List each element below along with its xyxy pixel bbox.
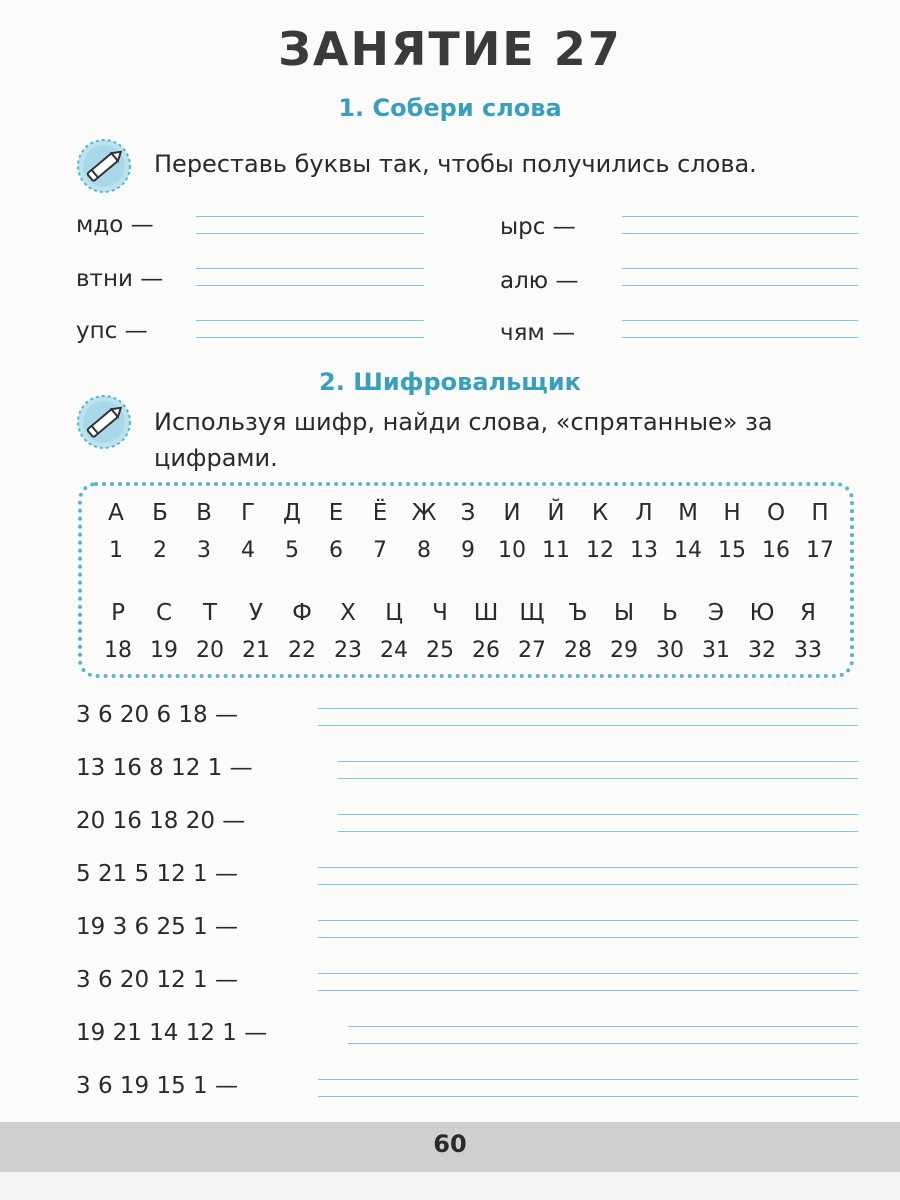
cipher-letter: В bbox=[196, 500, 212, 526]
cipher-letter: З bbox=[460, 500, 476, 526]
cipher-number: 27 bbox=[518, 638, 546, 663]
cipher-number: 8 bbox=[417, 538, 431, 563]
cipher-number: 32 bbox=[748, 638, 776, 663]
cipher-number: 28 bbox=[564, 638, 592, 663]
cipher-number: 14 bbox=[674, 538, 702, 563]
cipher-letter: Э bbox=[707, 600, 725, 626]
answer-line[interactable] bbox=[196, 268, 424, 286]
answer-line[interactable] bbox=[622, 320, 858, 338]
cipher-number: 33 bbox=[794, 638, 822, 663]
cipher-letter: Г bbox=[240, 500, 256, 526]
cipher-code: 19 3 6 25 1 — bbox=[76, 914, 238, 940]
cipher-letter: Ё bbox=[372, 500, 388, 526]
answer-line[interactable] bbox=[622, 216, 858, 234]
cipher-letter: Ъ bbox=[568, 600, 588, 626]
cipher-letter: Ю bbox=[749, 600, 775, 626]
cipher-code: 19 21 14 12 1 — bbox=[76, 1020, 268, 1046]
cipher-number: 3 bbox=[197, 538, 211, 563]
pen-icon bbox=[76, 394, 132, 450]
cipher-number: 6 bbox=[329, 538, 343, 563]
page-bottom-margin bbox=[0, 1172, 900, 1200]
cipher-letter: М bbox=[678, 500, 698, 526]
cipher-code: 20 16 18 20 — bbox=[76, 808, 246, 834]
cipher-letter: Х bbox=[340, 600, 356, 626]
cipher-number: 4 bbox=[241, 538, 255, 563]
cipher-number: 26 bbox=[472, 638, 500, 663]
cipher-number: 17 bbox=[806, 538, 834, 563]
cipher-number: 15 bbox=[718, 538, 746, 563]
answer-line[interactable] bbox=[196, 216, 424, 234]
cipher-number: 16 bbox=[762, 538, 790, 563]
scrambled-word: чям — bbox=[500, 320, 576, 346]
cipher-letter: Ш bbox=[473, 600, 499, 626]
cipher-letter: Ь bbox=[662, 600, 678, 626]
cipher-letter: А bbox=[108, 500, 124, 526]
cipher-letter: Т bbox=[202, 600, 218, 626]
cipher-code: 3 6 20 6 18 — bbox=[76, 702, 238, 728]
cipher-letter: Е bbox=[328, 500, 344, 526]
cipher-number: 10 bbox=[498, 538, 526, 563]
answer-line[interactable] bbox=[318, 973, 858, 991]
page-title: ЗАНЯТИЕ 27 bbox=[278, 22, 622, 76]
cipher-letter: Л bbox=[635, 500, 653, 526]
answer-line[interactable] bbox=[318, 920, 858, 938]
answer-line[interactable] bbox=[338, 761, 858, 779]
cipher-letter: Ц bbox=[385, 600, 403, 626]
scrambled-word: втни — bbox=[76, 266, 164, 292]
cipher-letter: Н bbox=[723, 500, 741, 526]
cipher-letter: Ф bbox=[292, 600, 312, 626]
answer-line[interactable] bbox=[318, 867, 858, 885]
scrambled-word: алю — bbox=[500, 268, 579, 294]
answer-line[interactable] bbox=[348, 1026, 858, 1044]
cipher-number: 22 bbox=[288, 638, 316, 663]
cipher-number: 12 bbox=[586, 538, 614, 563]
cipher-code: 3 6 19 15 1 — bbox=[76, 1073, 238, 1099]
cipher-number: 25 bbox=[426, 638, 454, 663]
cipher-code: 3 6 20 12 1 — bbox=[76, 967, 238, 993]
cipher-number: 1 bbox=[109, 538, 123, 563]
cipher-number: 19 bbox=[150, 638, 178, 663]
section-2-instruction-line-2: цифрами. bbox=[154, 444, 278, 472]
cipher-letter: Щ bbox=[519, 600, 545, 626]
section-1-title: 1. Собери слова bbox=[338, 94, 562, 122]
cipher-letter: П bbox=[811, 500, 829, 526]
cipher-number: 7 bbox=[373, 538, 387, 563]
cipher-letter: К bbox=[591, 500, 609, 526]
cipher-letter: Й bbox=[547, 500, 565, 526]
cipher-letter: Р bbox=[111, 600, 125, 626]
cipher-number: 5 bbox=[285, 538, 299, 563]
scrambled-word: ырс — bbox=[500, 214, 576, 240]
cipher-number: 20 bbox=[196, 638, 224, 663]
cipher-letter: Б bbox=[152, 500, 168, 526]
cipher-number: 21 bbox=[242, 638, 270, 663]
cipher-letter: Ы bbox=[613, 600, 635, 626]
answer-line[interactable] bbox=[622, 268, 858, 286]
cipher-number: 23 bbox=[334, 638, 362, 663]
cipher-letter: Д bbox=[283, 500, 301, 526]
cipher-letter: У bbox=[248, 600, 263, 626]
cipher-code: 13 16 8 12 1 — bbox=[76, 755, 253, 781]
cipher-number: 24 bbox=[380, 638, 408, 663]
section-1-instruction: Переставь буквы так, чтобы получились слова. bbox=[154, 150, 757, 178]
cipher-number: 11 bbox=[542, 538, 570, 563]
scrambled-word: упс — bbox=[76, 318, 148, 344]
cipher-number: 29 bbox=[610, 638, 638, 663]
cipher-letter: Ж bbox=[411, 500, 437, 526]
page-number: 60 bbox=[433, 1130, 467, 1158]
answer-line[interactable] bbox=[196, 320, 424, 338]
cipher-number: 2 bbox=[153, 538, 167, 563]
cipher-letter: С bbox=[155, 600, 173, 626]
section-2-title: 2. Шифровальщик bbox=[319, 368, 581, 396]
cipher-number: 9 bbox=[461, 538, 475, 563]
section-2-instruction-line-1: Используя шифр, найди слова, «спрятанные» за bbox=[154, 408, 773, 436]
cipher-code: 5 21 5 12 1 — bbox=[76, 861, 238, 887]
cipher-letter: О bbox=[766, 500, 786, 526]
scrambled-word: мдо — bbox=[76, 212, 154, 238]
cipher-letter: И bbox=[503, 500, 521, 526]
answer-line[interactable] bbox=[318, 708, 858, 726]
answer-line[interactable] bbox=[338, 814, 858, 832]
cipher-letter: Я bbox=[800, 600, 816, 626]
cipher-number: 31 bbox=[702, 638, 730, 663]
cipher-number: 30 bbox=[656, 638, 684, 663]
cipher-number: 18 bbox=[104, 638, 132, 663]
cipher-number: 13 bbox=[630, 538, 658, 563]
pen-icon bbox=[76, 138, 132, 194]
answer-line[interactable] bbox=[318, 1079, 858, 1097]
cipher-letter: Ч bbox=[432, 600, 448, 626]
